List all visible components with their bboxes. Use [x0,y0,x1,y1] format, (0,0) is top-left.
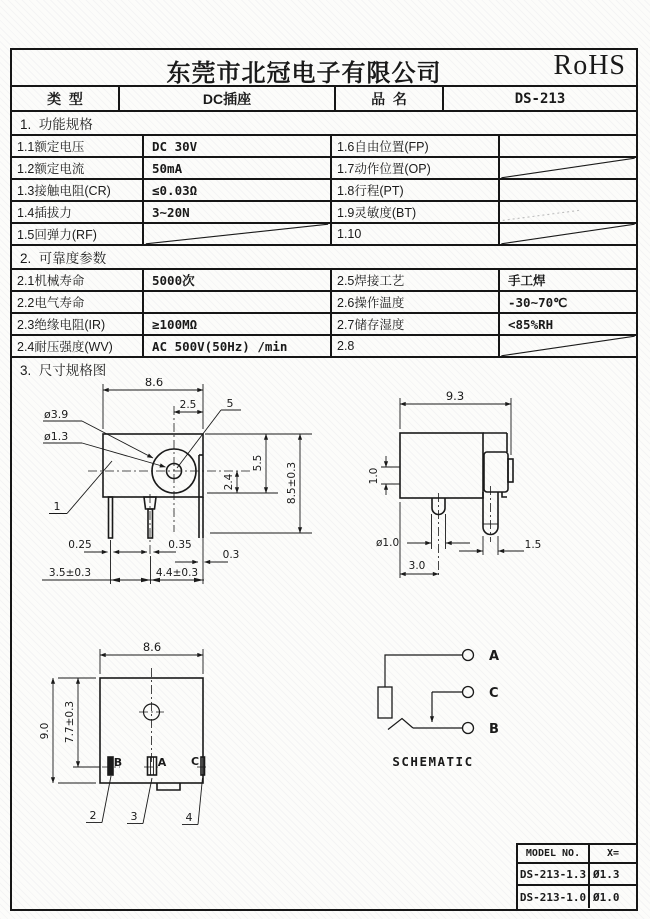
dim-text: 8.6 [142,640,162,654]
spec-value-na [500,336,636,356]
model-table-row [518,864,636,886]
section-title-reliability: 2. 可靠度参数 [12,246,636,270]
spec-value: -30~70℃ [508,294,568,310]
side-view-outline [400,433,513,535]
na-diagonal [500,336,636,356]
spec-label: 2.1机械寿命 [12,270,144,290]
spec-row [12,158,636,180]
dim-text: 3.0 [408,560,426,572]
na-diagonal-faint [500,202,636,222]
model-no-header: MODEL NO. [518,845,590,862]
spec-label: 1.5回弹力(RF) [12,224,144,244]
schematic-pin-a: A [489,649,500,664]
spec-value-na [500,224,636,244]
spec-row [12,270,636,292]
spec-value: 5000次 [144,270,332,290]
dim-text: 5.5 [252,454,264,472]
spec-value: 手工焊 [508,273,546,288]
side-view-texts [368,389,541,572]
schematic-symbols [378,650,474,734]
pin-label: A [157,756,167,769]
spec-row [12,314,636,336]
spec-label: 1.7动作位置(OP) [332,158,500,178]
x-dim-header: X= [606,848,620,859]
dim-text: ø1.0 [376,537,400,549]
top-view-texts [39,640,199,824]
type-row [12,87,636,112]
model-table-row [518,886,636,908]
dim-text: 4.4±0.3 [155,567,199,579]
spec-label: 1.8行程(PT) [332,180,500,200]
model-table [516,843,638,911]
spec-value: ≥100MΩ [144,314,332,334]
spec-label: 2.6操作温度 [332,292,500,312]
side-view-dim-lines [381,398,524,578]
schematic-title: SCHEMATIC [392,754,474,769]
schematic-pin-c: C [489,686,499,701]
spec-label: 2.8 [332,336,500,356]
top-view [39,640,208,825]
pin-label: C [190,755,200,768]
rohs-mark: RoHS [553,50,626,81]
spec-label: 1.9灵敏度(BT) [332,202,500,222]
spec-value [500,136,636,156]
product-name-label: 品 名 [336,87,444,110]
front-view [42,378,312,584]
dim-text: 8.5±0.3 [286,461,298,505]
dim-text: 9.3 [445,389,465,403]
spec-value: 3~20N [144,202,332,222]
spec-value [144,292,332,312]
schematic-texts [392,649,499,769]
callout-text: 2 [89,809,97,822]
dim-text: 0.35 [168,539,192,551]
dim-text: 8.6 [144,378,164,389]
spec-label: 1.2额定电流 [12,158,144,178]
spec-label: 1.3接触电阻(CR) [12,180,144,200]
spec-value-na [144,224,332,244]
product-name-value: DS-213 [514,90,566,107]
spec-row [12,292,636,314]
callout-text: 3 [130,810,138,823]
spec-label: 1.10 [332,224,500,244]
section-title-functional: 1. 功能规格 [12,112,636,136]
type-value: DC插座 [120,87,336,110]
spec-value: AC 500V(50Hz) /min [144,336,332,356]
spec-row [12,136,636,158]
dim-text: 3.5±0.3 [48,567,92,579]
spec-label: 1.6自由位置(FP) [332,136,500,156]
top-view-centerlines [102,668,208,767]
front-view-dim-lines [42,384,312,584]
model-table-header [518,845,636,864]
side-view [368,389,541,578]
na-diagonal [500,224,636,244]
callout-text: 1 [53,500,61,513]
spec-label: 2.5焊接工艺 [332,270,500,290]
dim-text: 1.0 [368,467,380,485]
na-diagonal [144,224,330,244]
callout-text: 4 [185,811,193,824]
dim-text: 2.4 [223,473,235,491]
section-title-dimensions: 3. 尺寸规格图 [20,363,107,378]
na-diagonal [500,158,636,178]
spec-row [12,336,636,358]
dim-text: 1.5 [524,539,542,551]
callout-text: 5 [226,397,234,410]
model-no-value: DS-213-1.0 [518,886,590,908]
spec-value [500,180,636,200]
dimension-drawings [0,378,650,913]
spec-value-na [500,202,636,222]
top-view-outline [100,678,205,790]
model-no-value: DS-213-1.3 [518,864,590,884]
dim-text: 7.7±0.3 [64,700,76,744]
spec-label: 2.3绝缘电阻(IR) [12,314,144,334]
spec-value: DC 30V [144,136,332,156]
dim-text: 2.5 [179,399,197,411]
x-dim-value: Ø1.3 [593,867,620,881]
sheet-header [12,50,636,87]
x-dim-value: Ø1.0 [593,890,620,904]
company-name: 东莞市北冠电子有限公司 [166,60,442,87]
spec-row [12,202,636,224]
schematic [378,649,499,769]
type-label: 类 型 [12,87,120,110]
spec-row [12,180,636,202]
spec-label: 1.4插拔力 [12,202,144,222]
spec-row [12,224,636,246]
pin-label: B [113,756,123,769]
spec-value: <85%RH [508,316,554,332]
spec-value: ≤0.03Ω [144,180,332,200]
dim-text: ø3.9 [44,408,69,421]
spec-label: 2.4耐压强度(WV) [12,336,144,356]
front-view-outline [103,434,203,538]
spec-label: 2.2电气寿命 [12,292,144,312]
dim-text: 9.0 [39,722,51,740]
spec-value-na [500,158,636,178]
dim-text: 0.3 [222,549,240,561]
schematic-pin-b: B [489,722,499,737]
spec-label: 1.1额定电压 [12,136,144,156]
dim-text: 0.25 [68,539,92,551]
spec-label: 2.7储存湿度 [332,314,500,334]
spec-value: 50mA [144,158,332,178]
dim-text: ø1.3 [44,430,69,443]
